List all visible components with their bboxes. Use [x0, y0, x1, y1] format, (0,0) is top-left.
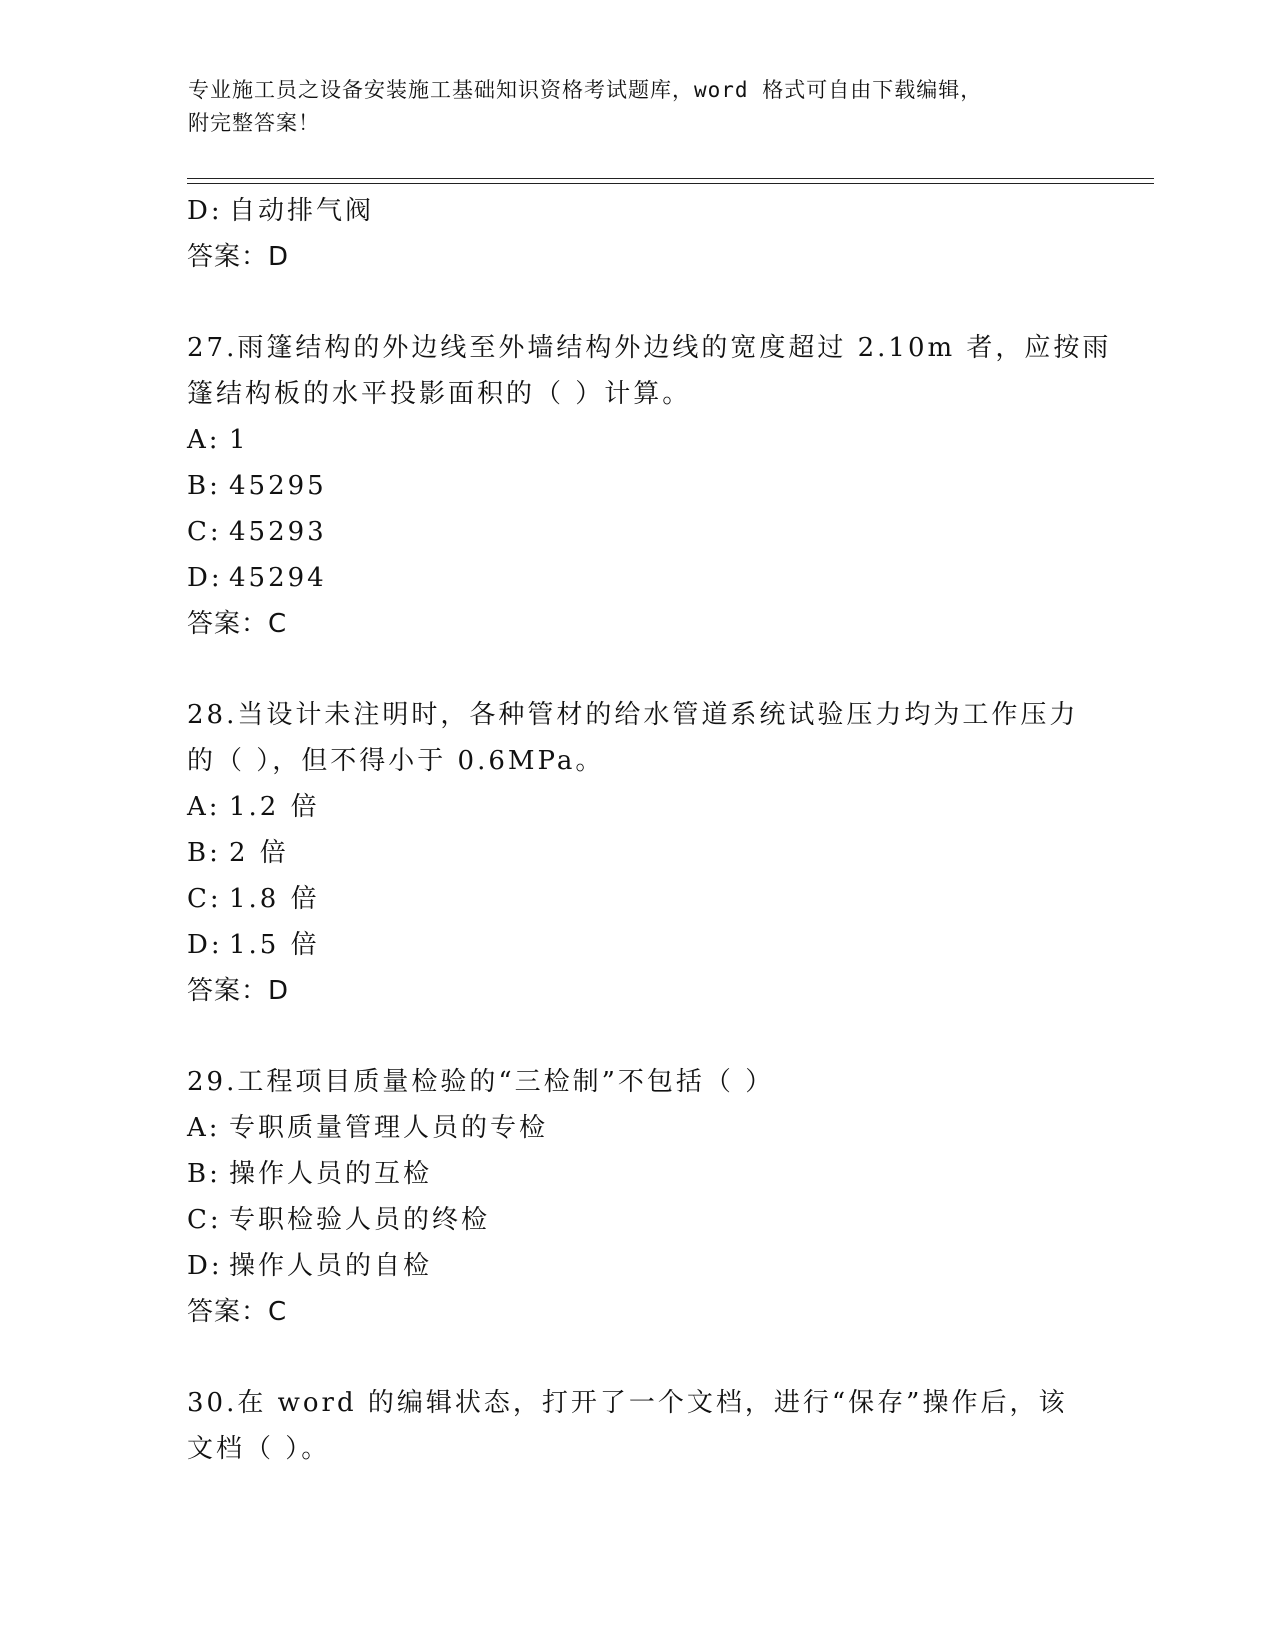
answer-line: 答案：D — [187, 976, 290, 1006]
option-key: A: — [187, 425, 221, 455]
option-text: 1.2 倍 — [229, 792, 320, 822]
question-text — [187, 325, 1112, 417]
option-text: 2 倍 — [229, 838, 289, 868]
option-a — [187, 784, 1087, 830]
header-divider-top — [187, 178, 1154, 179]
option-text: 45293 — [229, 517, 327, 547]
option-c — [187, 509, 1087, 555]
option-key: D: — [187, 930, 223, 960]
option-key: D: — [187, 563, 223, 593]
question-block-26 — [187, 188, 1087, 280]
option-b — [187, 830, 1087, 876]
question-line: 27.雨篷结构的外边线至外墙结构外边线的宽度超过 2.10m 者，应按雨 — [187, 333, 1112, 363]
question-block-30 — [187, 1380, 1087, 1472]
question-line: 29.工程项目质量检验的“三检制”不包括（ ） — [187, 1067, 775, 1097]
header-divider-bottom — [187, 183, 1154, 184]
option-text: 专职质量管理人员的专检 — [229, 1113, 549, 1143]
option-key: D: — [187, 1251, 223, 1281]
option-text: 操作人员的互检 — [229, 1159, 433, 1189]
option-text: 45295 — [229, 471, 327, 501]
question-text — [187, 692, 1087, 784]
question-line: 文档（ ）。 — [187, 1434, 331, 1464]
option-text: 专职检验人员的终检 — [229, 1205, 491, 1235]
option-text: 1.8 倍 — [229, 884, 320, 914]
option-key: A: — [187, 792, 221, 822]
header-line-2: 附完整答案！ — [188, 111, 320, 135]
option-d — [187, 188, 1087, 234]
option-a — [187, 417, 1087, 463]
option-key: B: — [187, 471, 221, 501]
option-key: C: — [187, 884, 222, 914]
option-text: 1.5 倍 — [229, 930, 320, 960]
option-key: C: — [187, 517, 222, 547]
option-key: C: — [187, 1205, 222, 1235]
option-c — [187, 876, 1087, 922]
option-key: B: — [187, 1159, 221, 1189]
option-text: 自动排气阀 — [229, 196, 375, 226]
question-text — [187, 1059, 1087, 1105]
option-text: 45294 — [229, 563, 327, 593]
question-block-29 — [187, 1059, 1087, 1335]
document-header — [188, 74, 1068, 140]
header-line-1: 专业施工员之设备安装施工基础知识资格考试题库，word 格式可自由下载编辑， — [188, 78, 983, 102]
option-key: B: — [187, 838, 221, 868]
question-line: 篷结构板的水平投影面积的（ ）计算。 — [187, 379, 692, 409]
question-line: 的（ ），但不得小于 0.6MPa。 — [187, 746, 605, 776]
option-c — [187, 1197, 1087, 1243]
question-line: 28.当设计未注明时，各种管材的给水管道系统试验压力均为工作压力 — [187, 700, 1079, 730]
option-text: 操作人员的自检 — [229, 1251, 433, 1281]
option-key: A: — [187, 1113, 221, 1143]
option-b — [187, 463, 1087, 509]
answer-line: 答案：C — [187, 1297, 288, 1327]
option-d — [187, 1243, 1087, 1289]
option-d — [187, 922, 1087, 968]
question-block-27 — [187, 325, 1112, 647]
question-block-28 — [187, 692, 1087, 1014]
option-key: D: — [187, 196, 223, 226]
question-list — [187, 188, 1112, 1472]
option-b — [187, 1151, 1087, 1197]
option-text: 1 — [229, 425, 249, 455]
answer-line: 答案：C — [187, 609, 288, 639]
question-text — [187, 1380, 1087, 1472]
option-d — [187, 555, 1087, 601]
answer-line: 答案：D — [187, 242, 290, 272]
question-line: 30.在 word 的编辑状态，打开了一个文档，进行“保存”操作后，该 — [187, 1388, 1068, 1418]
option-a — [187, 1105, 1087, 1151]
